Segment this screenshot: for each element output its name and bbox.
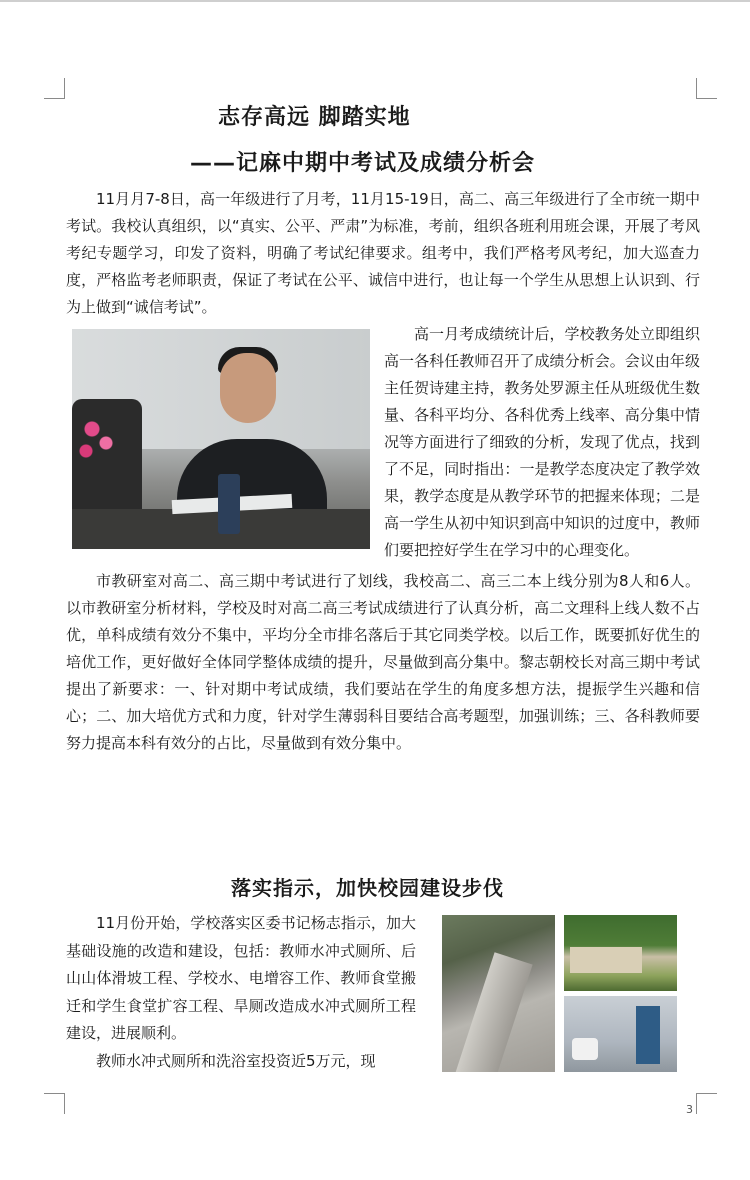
crop-mark-bottom-left [44, 1093, 65, 1114]
paragraph-toilet-investment: 教师水冲式厕所和洗浴室投资近5万元，现 [96, 1051, 376, 1070]
paragraph-exam-organization [66, 186, 700, 321]
article-body [66, 186, 700, 757]
article-subtitle: ——记麻中期中考试及成绩分析会 [190, 151, 536, 176]
paragraph-midterm-results [66, 568, 700, 757]
paragraph-text: 市教研室对高二、高三期中考试进行了划线，我校高二、高三二本上线分别为8人和6人。以市教研室分析材料，学校及时对高二高三考试成绩进行了认真分析，高二文理科上线人数不占优，单科成绩有效分不集中，平均分全市排名落后于其它同类学校。以后工作，既要抓好优生的培优工作，更好做好全体同学整体成绩的提升，尽量做到高分集中。黎志朝校长对高三期中考试提出了新要求：一、针对期中考试成绩，我们要站在学生的角度多想方法，提振学生兴趣和信心；二、加大培优方式和力度，针对学生薄弱科目要结合高考题型，加强训练；三、各科教师要努力提高本科有效分的占比，尽量做到有效分集中。 [66, 572, 700, 752]
paragraph-text: 高一月考成绩统计后，学校教务处立即组织高一各科任教师召开了成绩分析会。会议由年级主任贺诗建主持，教务处罗源主任从班级优生数量、各科平均分、各科优秀上线率、高分集中情况等方面进行了细致的分析，发现了优点，找到了不足，同时指出：一是教学态度决定了教学效果，教学态度是从教学环节的把握来体现；二是高一学生从初中知识到高中知识的过度中，教师们要把控好学生在学习中的心理变化。 [384, 325, 700, 559]
article-title: 志存高远 脚踏实地 [218, 105, 411, 130]
campus-building-photo [564, 915, 677, 991]
section-heading: 落实指示，加快校园建设步伐 [231, 876, 504, 900]
wall-construction-photo [442, 915, 555, 1072]
meeting-photo [72, 329, 370, 549]
crop-mark-top-right [696, 78, 717, 99]
paragraph-text: 11月月7-8日，高一年级进行了月考，11月15-19日，高二、高三年级进行了全市统一期中考试。我校认真组织，以“真实、公平、严肃”为标准，考前，组织各班利用班会课，开展了考风考纪专题学习，印发了资料，明确了考试纪律要求。组考中，我们严格考风考纪，加大巡查力度，严格监考老师职责，保证了考试在公平、诚信中进行，也让每一个学生从思想上认识到、行为上做到“诚信考试”。 [66, 190, 700, 316]
crop-mark-bottom-right [696, 1093, 717, 1114]
section-body [66, 910, 416, 1075]
page-number: 3 [686, 1103, 693, 1116]
paragraph-construction: 11月份开始，学校落实区委书记杨志指示，加大基础设施的改造和建设，包括：教师水冲式厕所、后山山体滑坡工程、学校水、电增容工作、教师食堂搬迁和学生食堂扩容工程、旱厕改造成水冲式厕所工程建设，进展顺利。 [66, 914, 416, 1042]
top-border [0, 0, 750, 2]
crop-mark-top-left [44, 78, 65, 99]
washroom-photo [564, 996, 677, 1072]
